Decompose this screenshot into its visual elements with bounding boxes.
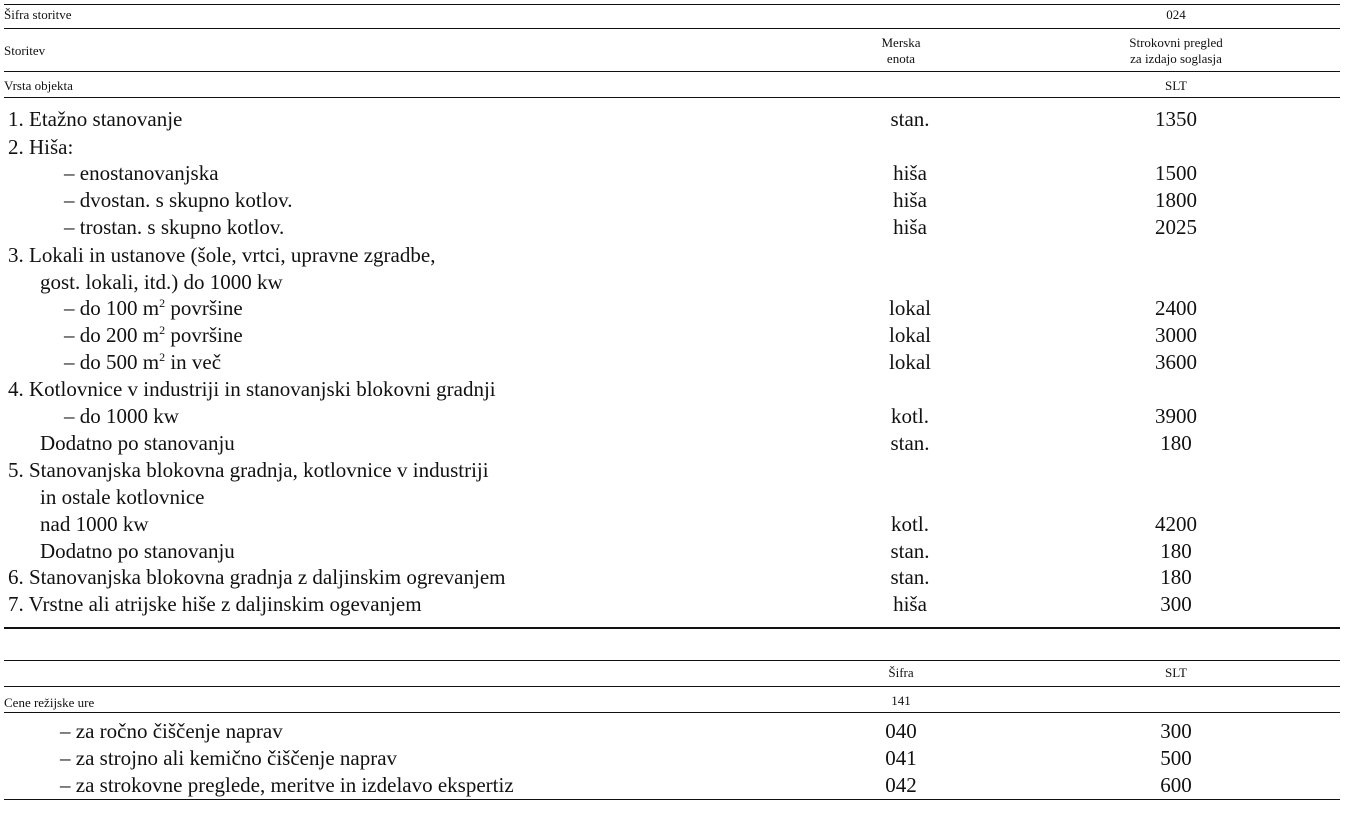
row-description bbox=[40, 433, 235, 454]
row-price: 300 bbox=[1160, 592, 1192, 616]
row-price: 3000 bbox=[1155, 323, 1197, 347]
row-text: Dodatno po stanovanju bbox=[40, 539, 235, 563]
row-description bbox=[64, 352, 221, 373]
row-text-suffix: površine bbox=[165, 296, 243, 320]
row-description bbox=[8, 460, 489, 481]
table1-bottom-rule bbox=[4, 627, 1340, 629]
row-description bbox=[64, 190, 292, 211]
table1-top-rule bbox=[4, 4, 1340, 5]
row-text-suffix: površine bbox=[165, 323, 243, 347]
row-unit: stan. bbox=[890, 539, 930, 563]
row-text: Dodatno po stanovanju bbox=[40, 431, 235, 455]
row-text: 7. Vrstne ali atrijske hiše z daljinskim ogevanjem bbox=[8, 592, 422, 616]
row-text: gost. lokali, itd.) do 1000 kw bbox=[40, 270, 283, 294]
row-description bbox=[64, 298, 243, 319]
row-price: 1500 bbox=[1155, 161, 1197, 185]
row-description bbox=[8, 594, 422, 615]
row-description bbox=[40, 541, 235, 562]
overhead-row-description: – za ročno čiščenje naprav bbox=[60, 719, 283, 743]
row-text: 3. Lokali in ustanove (šole, vrtci, upravne zgradbe, bbox=[8, 243, 436, 267]
overhead-hours-code: 141 bbox=[891, 693, 911, 708]
row-text: – dvostan. s skupno kotlov. bbox=[64, 188, 293, 212]
row-unit: hiša bbox=[893, 215, 927, 239]
row-unit: stan. bbox=[890, 431, 930, 455]
row-price: 180 bbox=[1160, 431, 1192, 455]
row-price: 3600 bbox=[1155, 350, 1197, 374]
row-description bbox=[8, 109, 182, 130]
superscript: 2 bbox=[159, 296, 166, 310]
row-unit: hiša bbox=[893, 161, 927, 185]
overhead-row-price: 500 bbox=[1160, 746, 1192, 770]
code-column-header: Šifra bbox=[888, 665, 914, 680]
superscript: 2 bbox=[159, 350, 166, 364]
superscript: 2 bbox=[159, 323, 166, 337]
table2-section-rule bbox=[4, 712, 1340, 713]
row-unit: stan. bbox=[890, 565, 930, 589]
row-description bbox=[64, 217, 284, 238]
table1-subheader-rule bbox=[4, 97, 1340, 98]
row-description bbox=[64, 163, 219, 184]
row-text: 5. Stanovanjska blokovna gradnja, kotlovnice v industriji bbox=[8, 458, 489, 482]
row-description bbox=[40, 487, 204, 508]
row-text: nad 1000 kw bbox=[40, 512, 149, 536]
slt-column-header: SLT bbox=[1165, 665, 1187, 680]
row-price: 4200 bbox=[1155, 512, 1197, 536]
row-unit: kotl. bbox=[891, 404, 929, 428]
row-price: 180 bbox=[1160, 565, 1192, 589]
object-type-label: Vrsta objekta bbox=[4, 78, 73, 93]
row-text: 6. Stanovanjska blokovna gradnja z daljinskim ogrevanjem bbox=[8, 565, 506, 589]
service-column-header: Storitev bbox=[4, 43, 46, 58]
row-description bbox=[64, 325, 243, 346]
overhead-hours-label: Cene režijske ure bbox=[4, 695, 95, 710]
row-text-suffix: in več bbox=[165, 350, 222, 374]
overhead-row-price: 300 bbox=[1160, 719, 1192, 743]
row-description bbox=[8, 379, 496, 400]
table2-header-rule bbox=[4, 686, 1340, 687]
row-description bbox=[8, 245, 435, 266]
overhead-row-code: 042 bbox=[885, 773, 917, 797]
row-price: 1800 bbox=[1155, 188, 1197, 212]
service-code-label: Šifra storitve bbox=[4, 7, 72, 22]
row-unit: hiša bbox=[893, 592, 927, 616]
table2-top-rule bbox=[4, 660, 1340, 661]
row-unit: hiša bbox=[893, 188, 927, 212]
table1-header-rule bbox=[4, 71, 1340, 72]
row-price: 180 bbox=[1160, 539, 1192, 563]
overhead-row-description: – za strokovne preglede, meritve in izdelavo ekspertiz bbox=[60, 773, 514, 797]
price-column-header-line1: Strokovni pregled bbox=[1129, 35, 1223, 50]
row-text: – do 200 m bbox=[64, 323, 160, 347]
overhead-row-description: – za strojno ali kemično čiščenje naprav bbox=[60, 746, 398, 770]
unit-column-header-line2: enota bbox=[886, 51, 916, 66]
price-column-header-line2: za izdajo soglasja bbox=[1130, 51, 1222, 66]
overhead-row-price: 600 bbox=[1160, 773, 1192, 797]
unit-column-header-line1: Merska bbox=[881, 35, 921, 50]
service-code-value: 024 bbox=[1166, 7, 1186, 22]
table2-bottom-rule bbox=[4, 799, 1340, 800]
row-description bbox=[8, 567, 505, 588]
row-description bbox=[40, 272, 283, 293]
row-unit: lokal bbox=[889, 296, 931, 320]
row-description bbox=[64, 406, 179, 427]
row-text: 4. Kotlovnice v industriji in stanovanjski blokovni gradnji bbox=[8, 377, 496, 401]
row-text: – enostanovanjska bbox=[64, 161, 219, 185]
row-unit: lokal bbox=[889, 350, 931, 374]
row-unit: lokal bbox=[889, 323, 931, 347]
row-price: 2025 bbox=[1155, 215, 1197, 239]
row-text: 2. Hiša: bbox=[8, 135, 74, 159]
currency-label: SLT bbox=[1165, 78, 1187, 93]
row-price: 3900 bbox=[1155, 404, 1197, 428]
row-text: – do 100 m bbox=[64, 296, 160, 320]
row-description bbox=[8, 137, 73, 158]
overhead-row-code: 040 bbox=[885, 719, 917, 743]
row-text: – trostan. s skupno kotlov. bbox=[64, 215, 285, 239]
row-price: 1350 bbox=[1155, 107, 1197, 131]
overhead-row-code: 041 bbox=[885, 746, 917, 770]
row-text: 1. Etažno stanovanje bbox=[8, 107, 183, 131]
table1-code-rule bbox=[4, 28, 1340, 29]
row-text: – do 500 m bbox=[64, 350, 160, 374]
row-price: 2400 bbox=[1155, 296, 1197, 320]
row-text: – do 1000 kw bbox=[64, 404, 179, 428]
row-text: in ostale kotlovnice bbox=[40, 485, 205, 509]
row-description bbox=[40, 514, 149, 535]
row-unit: kotl. bbox=[891, 512, 929, 536]
row-unit: stan. bbox=[890, 107, 930, 131]
